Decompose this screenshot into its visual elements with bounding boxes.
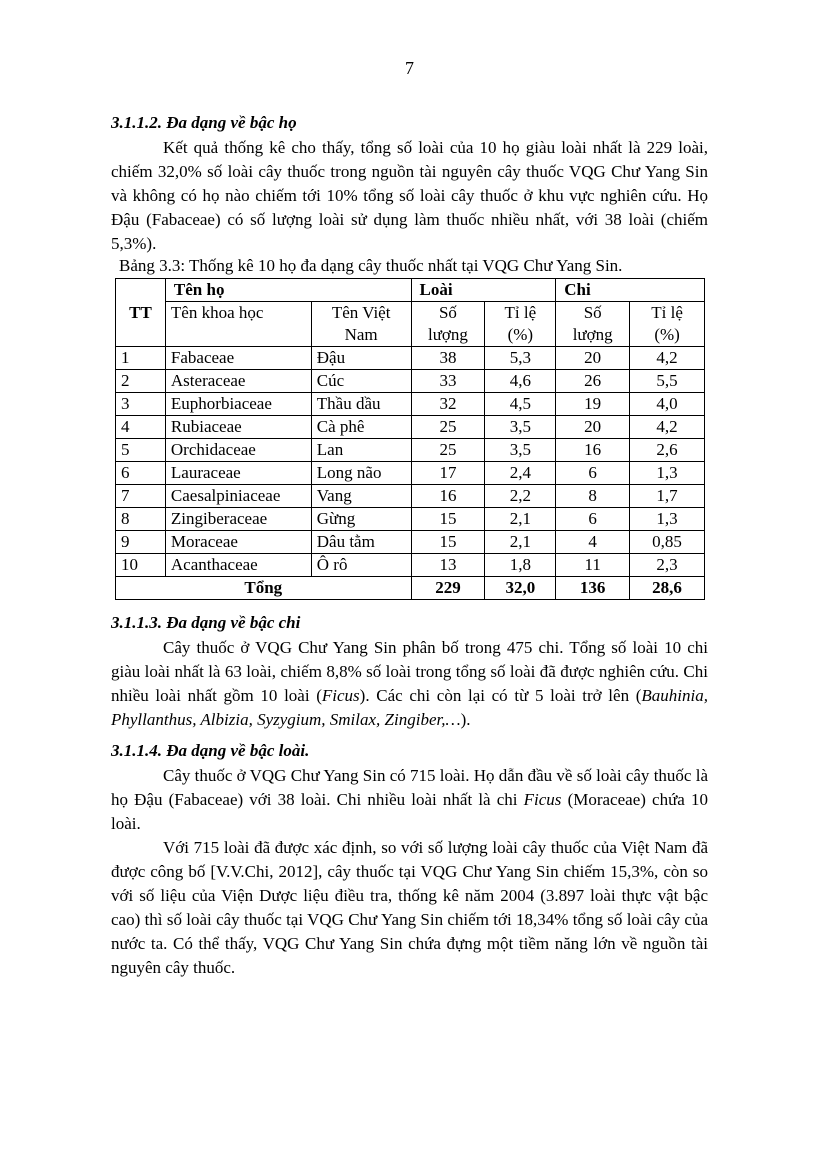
total-genus-count: 136 — [556, 577, 630, 600]
cell-vietnamese-name: Thầu dầu — [311, 393, 411, 416]
header-vietnamese-name-2: Nam — [311, 324, 411, 347]
header-vietnamese-name: Tên Việt — [311, 302, 411, 325]
cell-scientific-name: Rubiaceae — [165, 416, 311, 439]
header-genus-count-2: lượng — [556, 324, 630, 347]
cell-genus-count: 6 — [556, 508, 630, 531]
table-body — [116, 347, 705, 577]
cell-scientific-name: Euphorbiaceae — [165, 393, 311, 416]
species-paragraph-1 — [111, 764, 708, 836]
genus-text-c: ). — [460, 710, 471, 729]
cell-species-count: 16 — [411, 485, 485, 508]
cell-scientific-name: Fabaceae — [165, 347, 311, 370]
cell-genus-ratio: 1,3 — [630, 462, 705, 485]
table-row — [116, 462, 705, 485]
cell-vietnamese-name: Dâu tằm — [311, 531, 411, 554]
header-genus-ratio-2: (%) — [630, 324, 705, 347]
cell-species-ratio: 4,6 — [485, 370, 556, 393]
genus-text-b: ). Các chi còn lại có từ 5 loài trở lên ( — [359, 686, 642, 705]
genus-italic-list: Bauhinia, Phyllanthus, Albizia, Syzygium, Smilax, Zingiber,… — [111, 686, 708, 729]
cell-genus-count: 20 — [556, 416, 630, 439]
cell-species-ratio: 3,5 — [485, 416, 556, 439]
page-number: 7 — [405, 58, 414, 78]
cell-tt: 7 — [116, 485, 166, 508]
cell-genus-ratio: 2,3 — [630, 554, 705, 577]
total-genus-ratio: 28,6 — [630, 577, 705, 600]
cell-species-count: 38 — [411, 347, 485, 370]
header-genus: Chi — [556, 279, 705, 302]
cell-genus-count: 20 — [556, 347, 630, 370]
table-row — [116, 554, 705, 577]
species-text-b: (Moraceae) chứa 10 loài. — [111, 790, 708, 833]
cell-genus-ratio: 5,5 — [630, 370, 705, 393]
cell-genus-ratio: 0,85 — [630, 531, 705, 554]
cell-tt: 9 — [116, 531, 166, 554]
cell-genus-count: 19 — [556, 393, 630, 416]
cell-genus-count: 16 — [556, 439, 630, 462]
cell-species-count: 25 — [411, 439, 485, 462]
cell-vietnamese-name: Gừng — [311, 508, 411, 531]
cell-tt: 4 — [116, 416, 166, 439]
cell-species-count: 15 — [411, 531, 485, 554]
cell-scientific-name: Moraceae — [165, 531, 311, 554]
cell-tt: 3 — [116, 393, 166, 416]
cell-genus-ratio: 4,2 — [630, 347, 705, 370]
total-species-count: 229 — [411, 577, 485, 600]
table-row — [116, 531, 705, 554]
species-italic-ficus: Ficus — [523, 790, 562, 809]
header-species-count: Số — [411, 302, 485, 325]
family-statistics-table — [115, 278, 705, 600]
cell-vietnamese-name: Long não — [311, 462, 411, 485]
cell-scientific-name: Zingiberaceae — [165, 508, 311, 531]
table-row — [116, 508, 705, 531]
cell-genus-ratio: 1,3 — [630, 508, 705, 531]
cell-tt: 8 — [116, 508, 166, 531]
table-row — [116, 370, 705, 393]
header-species-ratio-2: (%) — [485, 324, 556, 347]
table-row — [116, 485, 705, 508]
total-species-ratio: 32,0 — [485, 577, 556, 600]
cell-genus-ratio: 4,0 — [630, 393, 705, 416]
section-paragraph: Kết quả thống kê cho thấy, tổng số loài của 10 họ giàu loài nhất là 229 loài, chiếm 32,0% số loài cây thuốc trong nguồn tài nguyên cây thuốc VQG Chư Yang Sin và không có họ nào chiếm tới 10% tổng số loài cây thuốc ở khu vực nghiên cứu. Họ Đậu (Fabaceae) có số lượng loài sử dụng làm thuốc nhiều nhất, với 38 loài (chiếm 5,3%). — [111, 138, 708, 253]
table-row — [116, 393, 705, 416]
header-species-ratio: Tỉ lệ — [485, 302, 556, 325]
cell-vietnamese-name: Vang — [311, 485, 411, 508]
table-row — [116, 347, 705, 370]
cell-tt: 6 — [116, 462, 166, 485]
table-row — [116, 439, 705, 462]
cell-species-count: 15 — [411, 508, 485, 531]
cell-genus-count: 26 — [556, 370, 630, 393]
section-heading-3-1-1-4: 3.1.1.4. Đa dạng về bậc loài. — [111, 741, 310, 760]
cell-species-ratio: 5,3 — [485, 347, 556, 370]
section-heading-3-1-1-2: 3.1.1.2. Đa dạng về bậc họ — [111, 113, 297, 132]
species-paragraph-2: Với 715 loài đã được xác định, so với số lượng loài cây thuốc của Việt Nam đã được công bố [V.V.Chi, 2012], cây thuốc tại VQG Chư Yang Sin chiếm 15,3%, còn so với số liệu của Viện Dược liệu điều tra, thống kê năm 2004 (3.897 loài thực vật bậc cao) thì số loài cây thuốc tại VQG Chư Yang Sin chiếm tới 18,34% tổng số loài cây của nước ta. Có thể thấy, VQG Chư Yang Sin chứa đựng một tiềm năng lớn về nguồn tài nguyên cây thuốc. — [111, 838, 708, 977]
cell-genus-count: 8 — [556, 485, 630, 508]
cell-genus-count: 4 — [556, 531, 630, 554]
cell-scientific-name: Lauraceae — [165, 462, 311, 485]
genus-text-a: Cây thuốc ở VQG Chư Yang Sin phân bố trong 475 chi. Tổng số loài 10 chi giàu loài nhất là 63 loài, chiếm 8,8% số loài trong tổng số loài đã được nghiên cứu. Chi nhiều loài nhất gồm 10 loài ( — [111, 638, 708, 705]
cell-species-ratio: 3,5 — [485, 439, 556, 462]
cell-tt: 10 — [116, 554, 166, 577]
cell-tt: 5 — [116, 439, 166, 462]
cell-vietnamese-name: Đậu — [311, 347, 411, 370]
header-genus-count: Số — [556, 302, 630, 325]
header-scientific-name: Tên khoa học — [165, 302, 311, 347]
cell-tt: 1 — [116, 347, 166, 370]
header-family: Tên họ — [165, 279, 411, 302]
cell-scientific-name: Acanthaceae — [165, 554, 311, 577]
cell-scientific-name: Orchidaceae — [165, 439, 311, 462]
cell-species-count: 13 — [411, 554, 485, 577]
cell-species-count: 17 — [411, 462, 485, 485]
species-text-a: Cây thuốc ở VQG Chư Yang Sin có 715 loài. Họ dẫn đầu về số loài cây thuốc là họ Đậu (Fabaceae) với 38 loài. Chi nhiều loài nhất là chi — [111, 766, 708, 809]
total-label: Tổng — [116, 577, 412, 600]
cell-species-ratio: 2,4 — [485, 462, 556, 485]
header-genus-ratio: Tỉ lệ — [630, 302, 705, 325]
cell-species-ratio: 2,1 — [485, 508, 556, 531]
page-content — [111, 110, 708, 980]
header-species-count-2: lượng — [411, 324, 485, 347]
cell-vietnamese-name: Cà phê — [311, 416, 411, 439]
genus-italic-ficus: Ficus — [321, 686, 360, 705]
cell-genus-ratio: 4,2 — [630, 416, 705, 439]
table-caption: Bảng 3.3: Thống kê 10 họ đa dạng cây thuốc nhất tại VQG Chư Yang Sin. — [119, 256, 623, 275]
cell-species-ratio: 2,2 — [485, 485, 556, 508]
table-row — [116, 416, 705, 439]
cell-species-ratio: 4,5 — [485, 393, 556, 416]
section-heading-3-1-1-3: 3.1.1.3. Đa dạng về bậc chi — [111, 613, 301, 632]
cell-species-ratio: 1,8 — [485, 554, 556, 577]
header-tt: TT — [116, 279, 166, 347]
cell-species-count: 32 — [411, 393, 485, 416]
cell-vietnamese-name: Ô rô — [311, 554, 411, 577]
cell-genus-ratio: 1,7 — [630, 485, 705, 508]
cell-scientific-name: Caesalpiniaceae — [165, 485, 311, 508]
cell-species-count: 33 — [411, 370, 485, 393]
cell-scientific-name: Asteraceae — [165, 370, 311, 393]
header-species: Loài — [411, 279, 556, 302]
cell-species-ratio: 2,1 — [485, 531, 556, 554]
table-header-row — [116, 279, 705, 302]
cell-genus-count: 6 — [556, 462, 630, 485]
table-total-row — [116, 577, 705, 600]
cell-genus-count: 11 — [556, 554, 630, 577]
cell-genus-ratio: 2,6 — [630, 439, 705, 462]
genus-paragraph — [111, 636, 708, 732]
cell-species-count: 25 — [411, 416, 485, 439]
cell-vietnamese-name: Lan — [311, 439, 411, 462]
table-subheader-row — [116, 302, 705, 325]
cell-vietnamese-name: Cúc — [311, 370, 411, 393]
cell-tt: 2 — [116, 370, 166, 393]
